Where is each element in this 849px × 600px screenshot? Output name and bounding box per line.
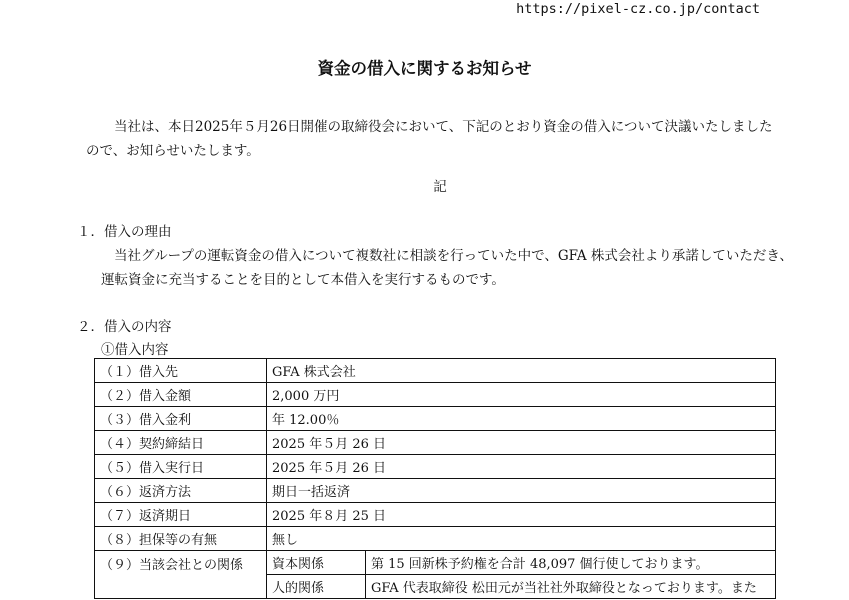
- row-label: （７）返済期日: [95, 503, 267, 527]
- table-row: [95, 455, 776, 479]
- table-row: [95, 551, 776, 575]
- row-label: （１）借入先: [95, 359, 267, 383]
- section-1-line-2: 運転資金に充当することを目的として本借入を実行するものです。: [101, 272, 505, 288]
- header-url: https://pixel-cz.co.jp/contact: [516, 1, 760, 17]
- table-row: [95, 407, 776, 431]
- section-2-subheading: ①借入内容: [101, 342, 169, 358]
- table-row: [95, 527, 776, 551]
- row-label: （５）借入実行日: [95, 455, 267, 479]
- personal-relation-label: 人的関係: [267, 575, 366, 599]
- row-value: 2025 年８月 25 日: [267, 503, 776, 527]
- row-value: 無し: [267, 527, 776, 551]
- capital-relation-value: 第 15 回新株予約権を合計 48,097 個行使しております。: [366, 551, 776, 575]
- row-value: 期日一括返済: [267, 479, 776, 503]
- row-value: 2025 年５月 26 日: [267, 431, 776, 455]
- row-label: （４）契約締結日: [95, 431, 267, 455]
- row-label: （３）借入金利: [95, 407, 267, 431]
- section-1-heading: １．借入の理由: [77, 224, 172, 240]
- row-value: GFA 株式会社: [267, 359, 776, 383]
- ki-heading: 記: [433, 179, 447, 195]
- row-value: 年 12.00％: [267, 407, 776, 431]
- section-2-heading: ２．借入の内容: [77, 319, 172, 335]
- intro-line-2: ので、お知らせいたします。: [86, 143, 260, 159]
- table-row: [95, 383, 776, 407]
- intro-line-1: 当社は、本日2025年５月26日開催の取締役会において、下記のとおり資金の借入について決議いたしました: [114, 119, 773, 135]
- loan-details-table: [94, 358, 776, 599]
- table-row: [95, 479, 776, 503]
- row-label: （６）返済方法: [95, 479, 267, 503]
- row-value: 2,000 万円: [267, 383, 776, 407]
- table-row: [95, 359, 776, 383]
- row-label: （８）担保等の有無: [95, 527, 267, 551]
- row-label: （２）借入金額: [95, 383, 267, 407]
- section-1-line-1: 当社グループの運転資金の借入について複数社に相談を行っていた中で、GFA 株式会社より承諾していただき、: [114, 248, 793, 264]
- relation-label: （９）当該会社との関係: [95, 551, 267, 599]
- row-value: 2025 年５月 26 日: [267, 455, 776, 479]
- document-title: 資金の借入に関するお知らせ: [317, 59, 532, 78]
- capital-relation-label: 資本関係: [267, 551, 366, 575]
- table-row: [95, 503, 776, 527]
- personal-relation-value: GFA 代表取締役 松田元が当社社外取締役となっております。また: [366, 575, 776, 599]
- table-row: [95, 431, 776, 455]
